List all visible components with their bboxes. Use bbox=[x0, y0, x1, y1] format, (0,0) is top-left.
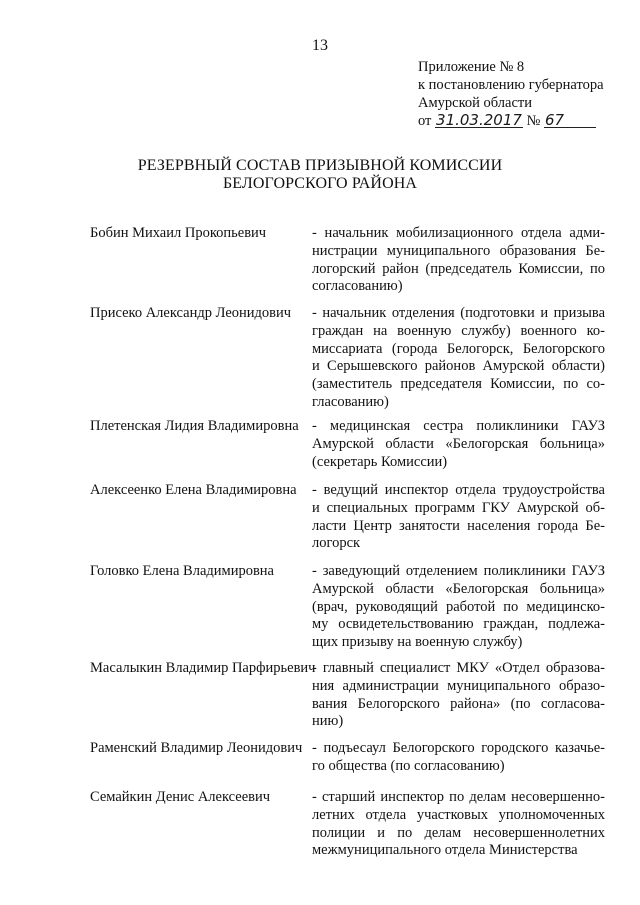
role-line: - медицинская сестра поликлиники ГАУЗ bbox=[312, 418, 605, 434]
member-name: Семайкин Денис Алексеевич bbox=[90, 789, 271, 805]
role-line: логорск bbox=[312, 535, 361, 552]
title-line-1: РЕЗЕРВНЫЙ СОСТАВ ПРИЗЫВНОЙ КОМИССИИ bbox=[137, 157, 503, 174]
member-role bbox=[312, 660, 605, 731]
member-name: Плетенская Лидия Владимировна bbox=[90, 418, 299, 434]
member-name: Бобин Михаил Прокопьевич bbox=[90, 225, 267, 241]
role-line: и специальных программ ГКУ Амурской об- bbox=[312, 499, 605, 516]
member-name: Масалыкин Владимир Парфирьевич bbox=[90, 660, 316, 676]
role-line: нию) bbox=[312, 713, 344, 730]
member-name: Головко Елена Владимировна bbox=[90, 563, 274, 579]
role-line: му освидетельствованию граждан, подлежа- bbox=[312, 616, 605, 633]
member-role bbox=[312, 740, 605, 776]
role-line: - ведущий инспектор отдела трудоустройства bbox=[312, 482, 605, 498]
role-line: граждан на военную службу) военного ко- bbox=[312, 322, 605, 339]
role-line: ласти Центр занятости населения города Бе- bbox=[312, 517, 605, 534]
number-prefix: № bbox=[526, 113, 541, 129]
document-title bbox=[0, 157, 640, 193]
appendix-block bbox=[418, 58, 618, 130]
role-line: и Серышевского районов Амурской области) bbox=[312, 358, 605, 375]
title-line-2: БЕЛОГОРСКОГО РАЙОНА bbox=[222, 175, 418, 192]
member-name: Алексеенко Елена Владимировна bbox=[90, 482, 297, 498]
role-line: гласованию) bbox=[312, 393, 389, 410]
date-prefix: от bbox=[418, 113, 432, 129]
handwritten-number: 67 bbox=[544, 113, 596, 128]
role-line: - старший инспектор по делам несовершенно- bbox=[312, 789, 605, 805]
member-role bbox=[312, 305, 605, 412]
member-role bbox=[312, 789, 605, 860]
appendix-title: Приложение № 8 bbox=[418, 59, 525, 75]
role-line: - начальник мобилизационного отдела адми- bbox=[312, 225, 605, 241]
role-line: миссариата (города Белогорск, Белогорского bbox=[312, 340, 605, 357]
role-line: (секретарь Комиссии) bbox=[312, 453, 448, 470]
role-line: ния администрации муниципального образо- bbox=[312, 677, 605, 694]
role-line: - главный специалист МКУ «Отдел образова- bbox=[312, 660, 605, 676]
member-role bbox=[312, 563, 605, 652]
role-line: летних отдела участковых уполномоченных bbox=[312, 806, 605, 823]
role-line: щих призыву на военную службу) bbox=[312, 634, 523, 651]
member-role bbox=[312, 482, 605, 553]
member-name: Присеко Александр Леонидович bbox=[90, 305, 292, 321]
role-line: вания Белогорского района» (по согласова- bbox=[312, 695, 605, 712]
appendix-date-number bbox=[418, 112, 618, 130]
role-line: (врач, руководящий работой по медицинско- bbox=[312, 598, 605, 615]
member-role bbox=[312, 225, 605, 296]
appendix-region: Амурской области bbox=[418, 95, 532, 111]
member-name: Раменский Владимир Леонидович bbox=[90, 740, 303, 756]
role-line: Амурской области «Белогорская больница» bbox=[312, 435, 605, 452]
role-line: логорский район (председатель Комиссии, по bbox=[312, 260, 605, 277]
member-role bbox=[312, 418, 605, 471]
role-line: - подъесаул Белогорского городского казачье- bbox=[312, 740, 605, 756]
role-line: - заведующий отделением поликлиники ГАУЗ bbox=[312, 563, 605, 579]
handwritten-date: 31.03.2017 bbox=[436, 111, 522, 129]
role-line: межмуниципального отдела Министерства bbox=[312, 842, 578, 859]
role-line: (заместитель председателя Комиссии, по со- bbox=[312, 376, 605, 393]
role-line: полиции и по делам несовершеннолетних bbox=[312, 824, 605, 841]
appendix-decree-ref: к постановлению губернатора bbox=[418, 77, 604, 93]
role-line: нистрации муниципального образования Бе- bbox=[312, 242, 605, 259]
role-line: го общества (по согласованию) bbox=[312, 757, 505, 774]
role-line: Амурской области «Белогорская больница» bbox=[312, 580, 605, 597]
role-line: согласованию) bbox=[312, 278, 403, 295]
page-number: 13 bbox=[312, 37, 328, 54]
role-line: - начальник отделения (подготовки и призыва bbox=[312, 305, 605, 321]
